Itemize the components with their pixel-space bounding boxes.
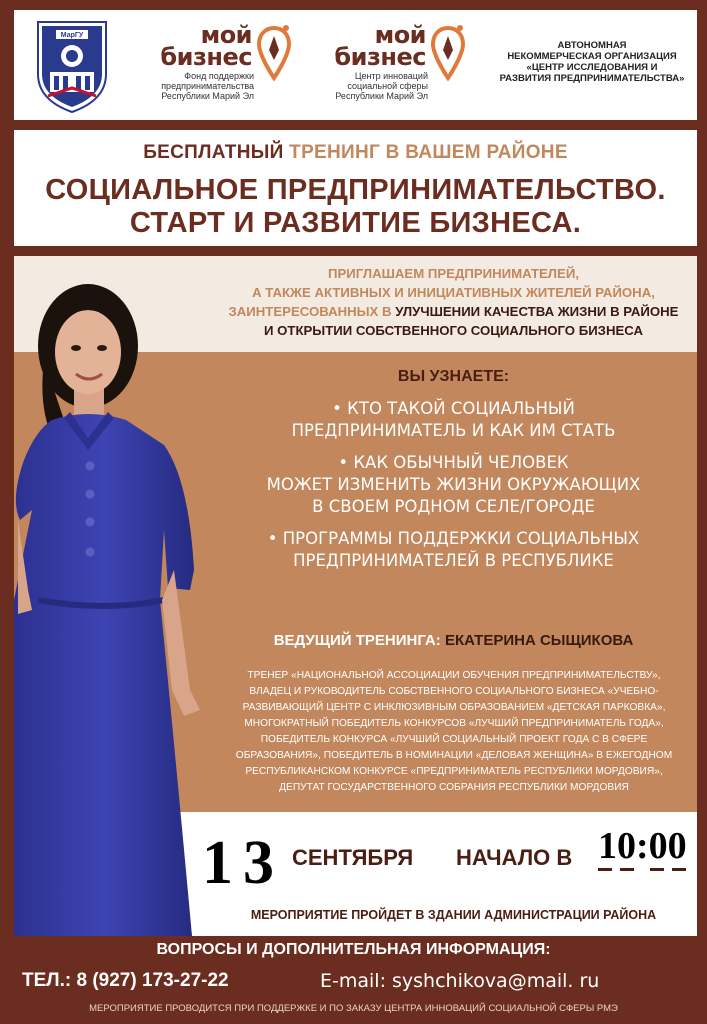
start-time: 10:00 [598,825,687,867]
logo-1-sub: Фонд поддержки предпринимательства Республики Марий Эл [161,71,254,101]
logo-2-word1: мой [374,21,426,49]
title-band [14,130,697,246]
time-underline [620,868,634,871]
title-top: БЕСПЛАТНЫЙ ТРЕНИНГ В ВАШЕМ РАЙОНЕ [143,142,568,163]
university-logo [30,16,114,114]
logo-1-word2: бизнес [160,43,252,71]
learn-heading: ВЫ УЗНАЕТЕ: [397,368,510,385]
venue-text: МЕРОПРИЯТИЕ ПРОЙДЕТ В ЗДАНИИ АДМИНИСТРАЦИИ РАЙОНА [250,908,657,922]
trainer-photo [14,270,210,936]
list-item: • КТО ТАКОЙ СОЦИАЛЬНЫЙ ПРЕДПРИНИМАТЕЛЬ И КАК ИМ СТАТЬ [291,399,616,440]
list-item: • ПРОГРАММЫ ПОДДЕРЖКИ СОЦИАЛЬНЫХ ПРЕДПРИНИМАТЕЛЕЙ В РЕСПУБЛИКЕ [267,529,640,570]
location-pin-icon [430,24,466,82]
email-text[interactable]: E-mail: syshchikova@mail. ru [320,970,600,992]
invite-text: ПРИГЛАШАЕМ ПРЕДПРИНИМАТЕЛЕЙ, А ТАКЖЕ АКТИВНЫХ И ИНИЦИАТИВНЫХ ЖИТЕЛЕЙ РАЙОНА, ЗАИНТЕРЕСОВАННЫХ В УЛУЧШЕНИИ КАЧЕСТВА ЖИЗНИ В РАЙОНЕ И ОТКРЫТИИ СОБСТВЕННОГО СОЦИАЛЬНОГО БИЗНЕСА [228,266,679,338]
trainer-heading: ВЕДУЩИЙ ТРЕНИНГА: ЕКАТЕРИНА СЫЩИКОВА [273,632,634,649]
logo-2-sub: Центр инноваций социальной сферы Республики Марий Эл [335,71,428,101]
trainer-bio: ТРЕНЕР «НАЦИОНАЛЬНОЙ АССОЦИАЦИИ ОБУЧЕНИЯ ПРЕДПРИНИМАТЕЛЬСТВУ», ВЛАДЕЦ И РУКОВОДИТЕЛЬ СОБСТВЕННОГО СОЦИАЛЬНОГО БИЗНЕСА «УЧЕБНО- РАЗВИВАЮЩИЙ ЦЕНТР С ИНКЛЮЗИВНЫМ ОБРАЗОВАНИЕМ «ДЕТСКАЯ ПАРКОВКА», МНОГОКРАТНЫЙ ПОБЕДИТЕЛЬ КОНКУРСОВ «ЛУЧШИЙ ПРЕДПРИНИМАТЕЛЬ ГОДА», ПОБЕДИТЕЛЬ КОНКУРСА «ЛУЧШИЙ СОЦИАЛЬНЫЙ ПРОЕКТ ГОДА С В СФЕРЕ ОБРАЗОВАНИЯ», ПОБЕДИТЕЛЬ В НОМИНАЦИИ «ДЕЛОВАЯ ЖЕНЩИНА» В ЕЖЕГОДНОМ РЕСПУБЛИКАНСКОМ КОНКУРСЕ «ПРЕДПРИНИМАТЕЛЬ РЕСПУБЛИКИ МОРДОВИЯ», ДЕПУТАТ ГОСУДАРСТВЕННОГО СОБРАНИЯ РЕСПУБЛИКИ МОРДОВИЯ [235,670,673,793]
time-underline [650,868,664,871]
ano-org-name: АВТОНОМНАЯ НЕКОММЕРЧЕСКАЯ ОРГАНИЗАЦИЯ «ЦЕНТР ИССЛЕДОВАНИЯ И РАЗВИТИЯ ПРЕДПРИНИМАТЕЛЬСТВА» [499,40,685,84]
header [14,10,697,120]
list-item: • КАК ОБЫЧНЫЙ ЧЕЛОВЕК МОЖЕТ ИЗМЕНИТЬ ЖИЗНИ ОКРУЖАЮЩИХ В СВОЕМ РОДНОМ СЕЛЕ/ГОРОДЕ [266,453,641,516]
title-main: СОЦИАЛЬНОЕ ПРЕДПРИНИМАТЕЛЬСТВО. СТАРТ И РАЗВИТИЕ БИЗНЕСА. [45,174,666,239]
time-underline [598,868,612,871]
moi-biznes-logo-2 [312,21,472,114]
learn-list [210,398,697,582]
footer-note: МЕРОПРИЯТИЕ ПРОВОДИТСЯ ПРИ ПОДДЕРЖКЕ И ПО ЗАКАЗУ ЦЕНТРА ИННОВАЦИЙ СОЦИАЛЬНОЙ СФЕРЫ РМЭ [89,1003,618,1014]
time-underline [672,868,686,871]
moi-biznes-logo-1 [138,21,298,114]
logo-small-text: МарГУ [60,32,84,39]
logo-1-word1: мой [200,21,252,49]
event-month: СЕНТЯБРЯ [292,845,414,870]
event-day: 13 [202,829,284,897]
logo-2-word2: бизнес [334,43,426,71]
questions-heading: ВОПРОСЫ И ДОПОЛНИТЕЛЬНАЯ ИНФОРМАЦИЯ: [156,941,551,958]
start-label: НАЧАЛО В [456,845,573,870]
phone-text[interactable]: ТЕЛ.: 8 (927) 173-27-22 [22,970,229,991]
location-pin-icon [256,24,292,82]
